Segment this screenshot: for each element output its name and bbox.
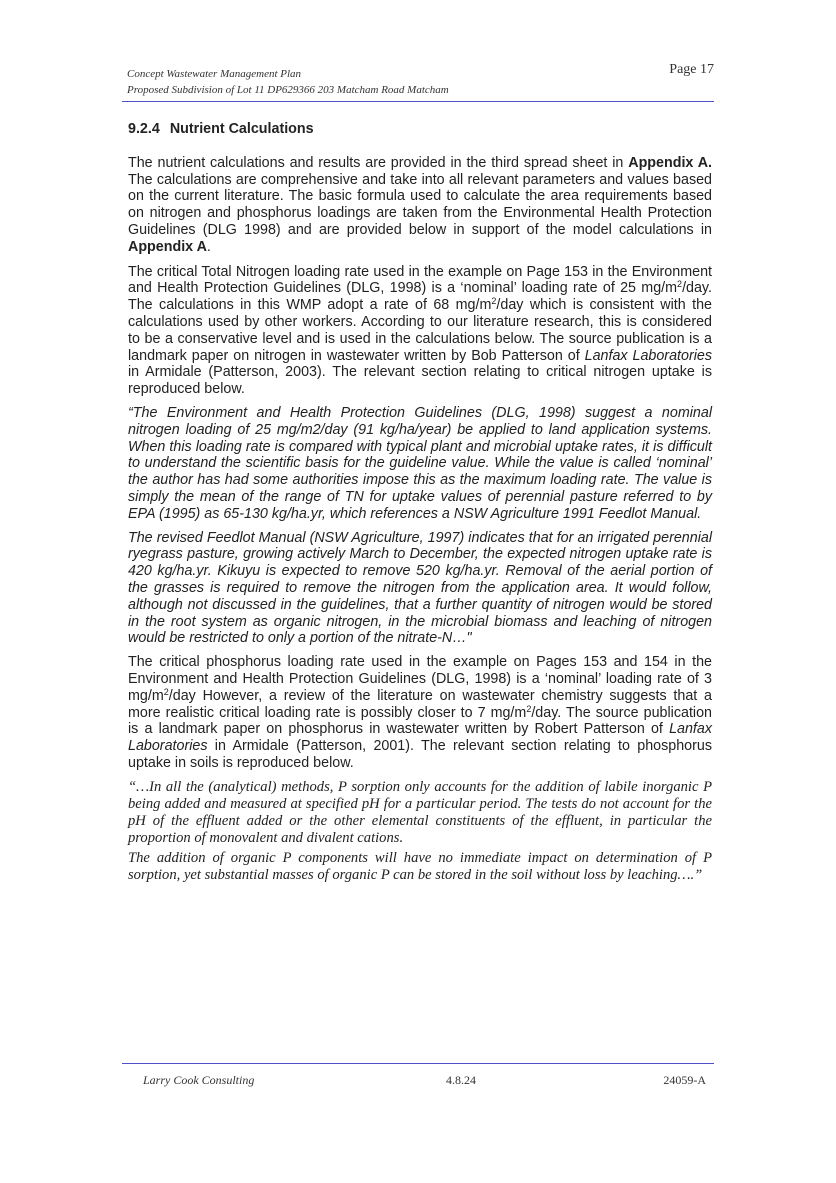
p3-text-b: /day However, a review of the literature on wastewater chemistry suggests that a more realistic critical loading rate is possibly closer to 7 mg/m xyxy=(128,687,712,721)
paragraph-phosphorus xyxy=(128,654,712,772)
p2-text-a: The critical Total Nitrogen loading rate used in the example on Page 153 in the Environment and Health Protection Guidelines (DLG, 1998) is a ‘nominal’ loading rate of 25 mg/m xyxy=(128,263,712,297)
p3-lanfax-ref: Lanfax Laboratories xyxy=(128,721,712,755)
p2-superscript-1: 2 xyxy=(677,279,683,290)
p1-appendix-ref-1: Appendix A. xyxy=(628,154,713,171)
page-body xyxy=(128,121,712,887)
p1-appendix-ref-2: Appendix A xyxy=(128,238,207,255)
p1-text-a: The nutrient calculations and results are provided in the third spread sheet in xyxy=(128,154,629,171)
footer-doc-ref: 24059-A xyxy=(663,1073,706,1087)
paragraph-intro xyxy=(128,155,712,256)
paragraph-nitrogen xyxy=(128,264,712,398)
running-header xyxy=(127,66,449,98)
p1-text-c: The calculations are comprehensive and take into all relevant parameters and values based on the current literature. The basic formula used to calculate the area requirements based on nitrogen and phosphorus loadings are taken from the Environmental Health Protection Guidelines (DLG 1998) and are provided below in support of the model calculations in xyxy=(128,171,712,238)
header-divider xyxy=(122,101,714,102)
p2-text-c: /day which is consistent with the calculations used by other workers. According to our literature research, this is considered to be a conservative level and is used in the calculations below. The source publication is a landmark paper on nitrogen in wastewater written by Bob Patterson of xyxy=(128,297,712,364)
quote-nitrogen-1: “The Environment and Health Protection Guidelines (DLG, 1998) suggest a nominal nitrogen loading of 25 mg/m2/day (91 kg/ha/year) be applied to land application systems. When this loading rate is compared with typical plant and microbial uptake rates, it is difficult to understand the scientific basis for the guideline value. While the value is called ‘nominal’ the author has had some authorities impose this as the maximum loading rate. The value is simply the mean of the range of TN for uptake values of perennial pasture referred to by EPA (1995) as 65-130 kg/ha.yr, which references a NSW Agriculture 1991 Feedlot Manual. xyxy=(128,404,712,522)
quote-phosphorus-2: The addition of organic P components will have no immediate impact on determination of P sorption, yet substantial masses of organic P can be stored in the soil without loss by leaching….” xyxy=(128,849,712,883)
p2-lanfax-ref: Lanfax Laboratories xyxy=(584,347,712,364)
header-title-line2: Proposed Subdivision of Lot 11 DP629366 203 Matcham Road Matcham xyxy=(127,84,449,96)
page-number: Page 17 xyxy=(669,62,714,77)
p3-superscript-2: 2 xyxy=(526,703,532,714)
p3-text-c: /day. The source publication is a landmark paper on phosphorus in wastewater written by Robert Patterson of xyxy=(128,704,712,738)
quote-phosphorus-1: “…In all the (analytical) methods, P sorption only accounts for the addition of labile inorganic P being added and measured at specified pH for a particular period. The tests do not account for the pH of the effluent added or the other elemental constituents of the effluent, in particular the proportion of monovalent and divalent cations. xyxy=(128,778,712,846)
header-title-line1: Concept Wastewater Management Plan xyxy=(127,68,302,80)
footer-company: Larry Cook Consulting xyxy=(143,1073,255,1087)
p1-text-e: . xyxy=(206,238,211,255)
p2-text-b: /day. The calculations in this WMP adopt a rate of 68 mg/m xyxy=(128,280,712,314)
p3-text-e: in Armidale (Patterson, 2001). The relevant section relating to phosphorus uptake in soils is reproduced below. xyxy=(128,738,712,771)
p2-text-e: in Armidale (Patterson, 2003). The relevant section relating to critical nitrogen uptake is reproduced below. xyxy=(128,364,712,398)
p3-superscript-1: 2 xyxy=(163,686,169,697)
p3-text-a: The critical phosphorus loading rate used in the example on Pages 153 and 154 in the Environment and Health Protection Guidelines (DLG, 1998) is a ‘nominal’ loading rate of 3 mg/m xyxy=(128,654,712,704)
p2-superscript-2: 2 xyxy=(491,296,497,307)
footer-divider xyxy=(122,1063,714,1064)
section-title: Nutrient Calculations xyxy=(169,121,314,137)
section-number: 9.2.4 xyxy=(128,121,160,137)
quote-nitrogen-2: The revised Feedlot Manual (NSW Agriculture, 1997) indicates that for an irrigated perennial ryegrass pasture, growing actively March to December, the expected nitrogen uptake rate is 420 kg/ha.yr. Kikuyu is expected to remove 520 kg/ha.yr. Removal of the aerial portion of the grasses is required to remove the nitrogen from the application area. It would follow, although not discussed in the guidelines, that a further quantity of nitrogen would be stored in the root system as organic nitrogen, in the microbial biomass and leaching of nitrogen would be restricted to only a portion of the nitrate-N…" xyxy=(128,529,712,647)
footer-date: 4.8.24 xyxy=(446,1073,476,1087)
section-heading xyxy=(128,121,712,138)
